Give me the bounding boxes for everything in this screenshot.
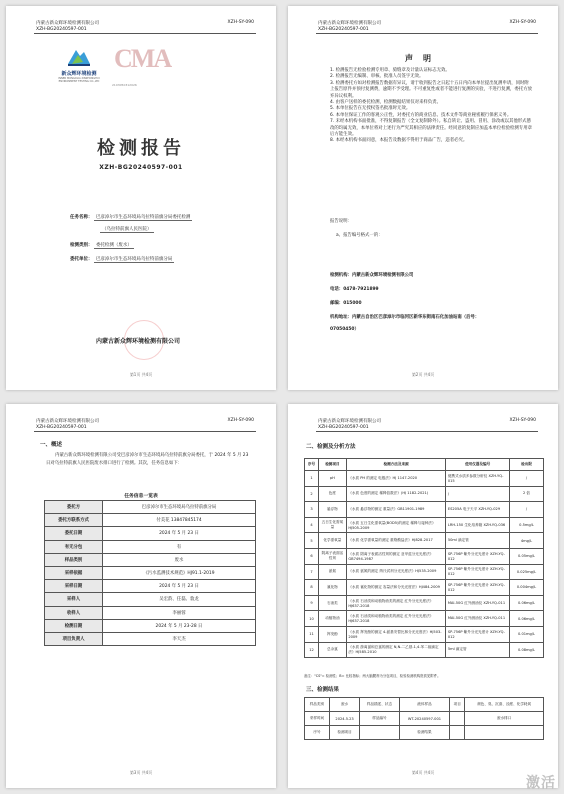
task-table-row bbox=[45, 580, 256, 593]
results-table-row bbox=[305, 698, 544, 712]
declaration-item: 8. 本经本机构书面同意，本报告及数据不得用于商品广告，违者必究。 bbox=[330, 138, 468, 144]
task-name-value: 巴彦淖尔市生态环境局乌拉特前旗分局委托检测 bbox=[95, 215, 191, 220]
row-instrument: / bbox=[446, 486, 510, 502]
cover-footer-company: 内蒙古新众辉环境检测有限公司 bbox=[96, 338, 181, 345]
task-table-row bbox=[45, 527, 256, 540]
category-label: 检测类别： bbox=[70, 243, 93, 248]
results-cell: 项目 bbox=[450, 698, 465, 712]
row-instrument: ES205A 电子天平 XZH-YQ-029 bbox=[446, 502, 510, 518]
header-company: 内蒙古新众辉环境检测有限公司 bbox=[318, 419, 381, 424]
task-table-row bbox=[45, 566, 256, 579]
results-cell: 废水排口 bbox=[465, 712, 544, 726]
declaration-item: 4. 由客户送样的委托检测，检测数据结果仅对来样负责。 bbox=[330, 100, 441, 106]
row-method: 《水质 五日生化需氧量(BOD5)的测定 稀释与接种法》HJ505-2009 bbox=[346, 517, 446, 533]
methods-table-row bbox=[305, 502, 544, 518]
results-cell bbox=[450, 726, 465, 740]
header-divider bbox=[34, 33, 256, 34]
row-limit: 0.5mg/L bbox=[510, 517, 544, 533]
tel-row bbox=[330, 286, 379, 292]
row-instrument: SP-756P 紫外分光光度计 XZH-YQ-012 bbox=[446, 580, 510, 596]
header-company: 内蒙古新众辉环境检测有限公司 bbox=[36, 21, 99, 26]
results-cell bbox=[465, 726, 544, 740]
task-table-row bbox=[45, 501, 256, 514]
header-company: 内蒙古新众辉环境检测有限公司 bbox=[318, 21, 381, 26]
task-name-value-2: （乌拉特前旗人民医院） bbox=[102, 227, 152, 232]
methods-note: 备注："CS"= 检测性；B= 比较指标；两大脑膜剂为分包项目，检验检测机构资质见附件。 bbox=[304, 674, 441, 678]
task-row-value: 吴宏韵、任磊、敦龙 bbox=[103, 593, 256, 606]
row-limit: 0.01mg/L bbox=[510, 626, 544, 642]
declaration-title: 声明 bbox=[405, 54, 441, 63]
results-cell: 样品描述、状态 bbox=[360, 698, 400, 712]
task-row-key: 采样依据 bbox=[45, 566, 103, 579]
task-table-row bbox=[45, 553, 256, 566]
row-instrument: 50ml 滴定管 bbox=[446, 533, 510, 549]
addr-value-2: 07050450） bbox=[330, 327, 359, 332]
methods-table-row bbox=[305, 564, 544, 580]
header-doc-code: XZH-SY-090 bbox=[227, 418, 254, 423]
task-row-value: 李丽蓉 bbox=[103, 606, 256, 619]
task-table-row bbox=[45, 619, 256, 632]
declaration-item: 3. 检测委托方如对检测报告数据有异议，请于收到报告之日起十五日内向本单位提出复测申请，同时附上报告原件并预付复测费，逾期不予受理。不可重复性或者不能进行复测的实验，不进行复测，委托方放弃异议权利。 bbox=[330, 80, 532, 99]
row-no: 11 bbox=[305, 626, 319, 642]
results-cell: 序号 bbox=[305, 726, 330, 740]
addr-value: 内蒙古自治区巴彦淖尔市临河区新华东街南石化加油站南（后号： bbox=[351, 315, 480, 320]
row-item: 色度 bbox=[318, 486, 346, 502]
row-item: 总余氯 bbox=[318, 642, 346, 658]
methods-table-header bbox=[305, 459, 544, 471]
row-instrument: MAI-50G 红外测油仪 XZH-YQ-011 bbox=[446, 595, 510, 611]
task-name-row bbox=[70, 214, 192, 220]
row-method: 《水质 氨氮的测定 纳氏试剂分光光度法》HJ535-2009 bbox=[346, 564, 446, 580]
declaration-list bbox=[330, 68, 532, 145]
row-method: 《水质 色度的测定 稀释倍数法》(HJ 1182-2021) bbox=[346, 486, 446, 502]
declaration-item: 2. 检测报告无编制、审核、批准人员签字无效。 bbox=[330, 74, 424, 80]
section-title-overview: 一、概述 bbox=[40, 442, 63, 448]
logo-text-cn: 新众辉环境检测 bbox=[61, 71, 97, 77]
task-row-key: 委托方联系方式 bbox=[45, 514, 103, 527]
task-row-key: 采样人 bbox=[45, 593, 103, 606]
results-cell bbox=[450, 712, 465, 726]
task-row-key: 项目负责人 bbox=[45, 632, 103, 645]
org-label: 检测机构： bbox=[330, 273, 352, 278]
row-instrument: 便携式水质多参数分析仪 XZH-YQ-015 bbox=[446, 471, 510, 487]
results-cell bbox=[360, 726, 400, 740]
org-value: 内蒙古新众辉环境检测有限公司 bbox=[351, 273, 414, 278]
addr-row-2 bbox=[330, 326, 359, 332]
task-table-row bbox=[45, 514, 256, 527]
methods-table-row bbox=[305, 626, 544, 642]
header-report-no: XZH-BG20240597-001 bbox=[36, 27, 87, 32]
principal-row bbox=[70, 256, 174, 262]
logo-mark-icon bbox=[66, 46, 92, 68]
task-row-value: 付美花 13847845174 bbox=[103, 514, 256, 527]
methods-table-row bbox=[305, 580, 544, 596]
row-no: 1 bbox=[305, 471, 319, 487]
header-divider bbox=[316, 33, 538, 34]
category-row bbox=[70, 242, 134, 248]
zip-label: 邮编： bbox=[330, 301, 344, 306]
results-cell: WT-20240597-001 bbox=[399, 712, 449, 726]
row-no: 8 bbox=[305, 580, 319, 596]
task-row-key: 检测日期 bbox=[45, 619, 103, 632]
task-row-value: 2024 年 5 月 23 日 bbox=[103, 580, 256, 593]
results-cell: 样品类别 bbox=[305, 698, 330, 712]
results-cell: 颜色、臭、沉渣、浊度、化学耗氧 bbox=[465, 698, 544, 712]
section-title-methods: 二、检测及分析方法 bbox=[306, 444, 356, 450]
row-item: 石油类 bbox=[318, 595, 346, 611]
row-limit: 0.05mg/L bbox=[510, 548, 544, 564]
task-table-caption: 任务信息一览表 bbox=[124, 494, 158, 499]
row-limit: 2 倍 bbox=[510, 486, 544, 502]
declaration-item: 6. 本单位保证工作的客观公正性，对委托方的商业信息、技术文件等商业秘密履行保密义务。 bbox=[330, 112, 512, 118]
task-table-row bbox=[45, 632, 256, 645]
header-divider bbox=[316, 431, 538, 432]
task-name-label: 任务名称： bbox=[70, 215, 93, 220]
activation-watermark: 激活 bbox=[526, 775, 556, 791]
header-doc-code: XZH-SY-090 bbox=[509, 20, 536, 25]
report-number: XZH-BG20240597-001 bbox=[99, 164, 183, 171]
col-header: 检测项目 bbox=[318, 459, 346, 471]
header-report-no: XZH-BG20240597-001 bbox=[318, 27, 369, 32]
cma-cert-no: 2103050312026 bbox=[112, 83, 137, 87]
row-limit: 0.06mg/L bbox=[510, 595, 544, 611]
cma-stamp: CMA bbox=[114, 44, 171, 73]
row-item: 悬浮物 bbox=[318, 502, 346, 518]
page-number: 第2页 共4页 bbox=[411, 372, 435, 377]
row-item: 阴离子表面活性剂 bbox=[318, 548, 346, 564]
task-row-value: 有 bbox=[103, 540, 256, 553]
results-table-row bbox=[305, 726, 544, 740]
row-item: pH bbox=[318, 471, 346, 487]
page-number: 第4页 共4页 bbox=[411, 770, 435, 775]
section-title-results: 三、检测结果 bbox=[306, 687, 340, 693]
task-row-value: 废水 bbox=[103, 553, 256, 566]
methods-table bbox=[304, 458, 544, 658]
results-cell: 检测结果 bbox=[399, 726, 449, 740]
principal-label: 委托单位： bbox=[70, 257, 93, 262]
header-report-no: XZH-BG20240597-001 bbox=[318, 425, 369, 430]
results-cell: 样品编号 bbox=[360, 712, 400, 726]
row-method: 《水质 氰化物的测定 容量法和分光光度法》HJ484-2009 bbox=[346, 580, 446, 596]
methods-table-row bbox=[305, 642, 544, 658]
row-item: 挥发酚 bbox=[318, 626, 346, 642]
task-table-row bbox=[45, 606, 256, 619]
methods-table-row bbox=[305, 548, 544, 564]
zip-row bbox=[330, 300, 362, 306]
row-no: 5 bbox=[305, 533, 319, 549]
row-item: 氨氮 bbox=[318, 564, 346, 580]
task-row-value: 2024 年 5 月 23-28 日 bbox=[103, 619, 256, 632]
methods-table-row bbox=[305, 486, 544, 502]
results-table bbox=[304, 697, 544, 740]
report-page-methods bbox=[288, 404, 558, 788]
task-row-value: 2024 年 5 月 23 日 bbox=[103, 527, 256, 540]
row-method: 《水质 石油类和动植物油类的测定 红外分光光度法》HJ637-2018 bbox=[346, 595, 446, 611]
row-instrument: SP-756P 紫外分光光度计 XZH-YQ-012 bbox=[446, 548, 510, 564]
row-limit: 4mg/L bbox=[510, 533, 544, 549]
row-no: 10 bbox=[305, 611, 319, 627]
row-no: 12 bbox=[305, 642, 319, 658]
col-header: 使用仪器及编号 bbox=[446, 459, 510, 471]
task-row-key: 委托日期 bbox=[45, 527, 103, 540]
report-page-declaration bbox=[288, 6, 558, 390]
report-page-overview bbox=[6, 404, 276, 788]
report-page-cover bbox=[6, 6, 276, 390]
row-method: 《水质 悬浮物的测定 重量法》GB11901-1989 bbox=[346, 502, 446, 518]
col-header: 检测方法及来源 bbox=[346, 459, 446, 471]
col-header: 序号 bbox=[305, 459, 319, 471]
header-doc-code: XZH-SY-090 bbox=[227, 20, 254, 25]
row-instrument: 5ml 滴定管 bbox=[446, 642, 510, 658]
row-no: 6 bbox=[305, 548, 319, 564]
page-number: 第3页 共4页 bbox=[129, 770, 153, 775]
report-title: 检测报告 bbox=[97, 138, 185, 159]
methods-table-row bbox=[305, 611, 544, 627]
addr-row bbox=[330, 314, 479, 320]
row-item: 五日生化需氧量 bbox=[318, 517, 346, 533]
methods-table-row bbox=[305, 471, 544, 487]
row-limit: / bbox=[510, 502, 544, 518]
declaration-item: 7. 未经本机构书面批准，不得复制报告（全文复制除外）。私自转让、盗用、冒用、涂改或以其他形式篡改的均属无效，本单位将对上述行为严究其相应的法律责任。经同意的复制应加盖本单位检验检测专用章后方能生效。 bbox=[330, 119, 532, 138]
logo-text-en: INNER MONGOLIA XINZHONGHUI ENVIRONMENT TESTING CO.,LTD bbox=[58, 77, 100, 83]
task-name-row-2 bbox=[100, 226, 154, 232]
row-method: 《水质 化学需氧量的测定 重铬酸盐法》HJ828-2017 bbox=[346, 533, 446, 549]
row-item: 动植物油 bbox=[318, 611, 346, 627]
declaration-item: 5. 本单位报告在无授权签名批准时无效。 bbox=[330, 106, 411, 112]
row-item: 化学需氧量 bbox=[318, 533, 346, 549]
tel-value: 0478-7921899 bbox=[343, 287, 379, 292]
row-limit: 0.08mg/L bbox=[510, 642, 544, 658]
methods-table-row bbox=[305, 517, 544, 533]
header-divider bbox=[34, 431, 256, 432]
row-instrument: SP-756P 紫外分光光度计 XZH-YQ-012 bbox=[446, 564, 510, 580]
col-header: 检出限 bbox=[510, 459, 544, 471]
row-limit: 0.004mg/L bbox=[510, 580, 544, 596]
task-row-key: 采样日期 bbox=[45, 580, 103, 593]
row-instrument: MAI-50G 红外测油仪 XZH-YQ-011 bbox=[446, 611, 510, 627]
results-cell: 2024.5.23 bbox=[329, 712, 359, 726]
tel-label: 电话： bbox=[330, 287, 344, 292]
task-row-value: 李天杰 bbox=[103, 632, 256, 645]
company-logo bbox=[58, 46, 100, 82]
org-row bbox=[330, 272, 413, 278]
addr-label: 机构地址： bbox=[330, 315, 352, 320]
task-table-row bbox=[45, 540, 256, 553]
row-limit: 0.025mg/L bbox=[510, 564, 544, 580]
row-limit: / bbox=[510, 471, 544, 487]
row-item: 氰化物 bbox=[318, 580, 346, 596]
row-no: 7 bbox=[305, 564, 319, 580]
results-cell: 液体样品 bbox=[399, 698, 449, 712]
methods-table-row bbox=[305, 595, 544, 611]
row-instrument: LRH-150 生化培养箱 XZH-YQ-036 bbox=[446, 517, 510, 533]
row-no: 9 bbox=[305, 595, 319, 611]
task-row-value: 巴彦淖尔市生态环境局乌拉特前旗分局 bbox=[103, 501, 256, 514]
row-instrument: SP-756P 紫外分光光度计 XZH-YQ-012 bbox=[446, 626, 510, 642]
results-table-row bbox=[305, 712, 544, 726]
task-table-row bbox=[45, 593, 256, 606]
declaration-item: 1. 检测报告无检验检测专用章、骑缝章及计量认证标志无效。 bbox=[330, 68, 450, 73]
results-cell: 检测项目 bbox=[329, 726, 359, 740]
row-limit: 0.06mg/L bbox=[510, 611, 544, 627]
task-row-key: 委托方 bbox=[45, 501, 103, 514]
report-note: a、报告编号格式一的： bbox=[336, 233, 383, 238]
page-number: 第1页 共4页 bbox=[129, 372, 153, 377]
row-no: 2 bbox=[305, 486, 319, 502]
row-method: 《水质 挥发酚的测定 4-氨基安替比林分光光度法》HJ503-2009 bbox=[346, 626, 446, 642]
task-row-key: 收样人 bbox=[45, 606, 103, 619]
header-company: 内蒙古新众辉环境检测有限公司 bbox=[36, 419, 99, 424]
row-no: 3 bbox=[305, 502, 319, 518]
task-info-table bbox=[44, 500, 256, 646]
principal-value: 巴彦淖尔市生态环境局乌拉特前旗分局 bbox=[95, 257, 173, 262]
zip-value: 015000 bbox=[343, 301, 362, 306]
header-doc-code: XZH-SY-090 bbox=[509, 418, 536, 423]
report-note-label: 报告说明： bbox=[330, 219, 352, 224]
results-cell: 废水 bbox=[329, 698, 359, 712]
row-method: 《水质 PH 的测定 电极法》HJ 1147-2020 bbox=[346, 471, 446, 487]
task-row-value: 《污水监测技术规范》HJ91.1-2019 bbox=[103, 566, 256, 579]
header-report-no: XZH-BG20240597-001 bbox=[36, 425, 87, 430]
row-method: 《水质 阴离子表面活性剂的测定 亚甲蓝分光光度法》GB7494-1987 bbox=[346, 548, 446, 564]
row-no: 4 bbox=[305, 517, 319, 533]
task-row-key: 样品类别 bbox=[45, 553, 103, 566]
row-method: 《水质 石油类和动植物油类的测定 红外分光光度法》HJ637-2018 bbox=[346, 611, 446, 627]
task-row-key: 有无分包 bbox=[45, 540, 103, 553]
category-value: 委托检测（废水） bbox=[95, 243, 132, 248]
results-cell: 采样时间 bbox=[305, 712, 330, 726]
overview-text: 内蒙古新众辉环境检测有限公司受巴彦淖尔市生态环境局乌拉特前旗分局委托，于 2024 年 5 月 23 日对乌拉特前旗人民医院废水排口进行了检测。其次，任务信息如下： bbox=[46, 453, 249, 466]
row-method: 《水质 游离氯和总氯的测定 N,N-二乙基-1,4-苯二胺滴定法》HJ585-2010 bbox=[346, 642, 446, 658]
methods-table-row bbox=[305, 533, 544, 549]
